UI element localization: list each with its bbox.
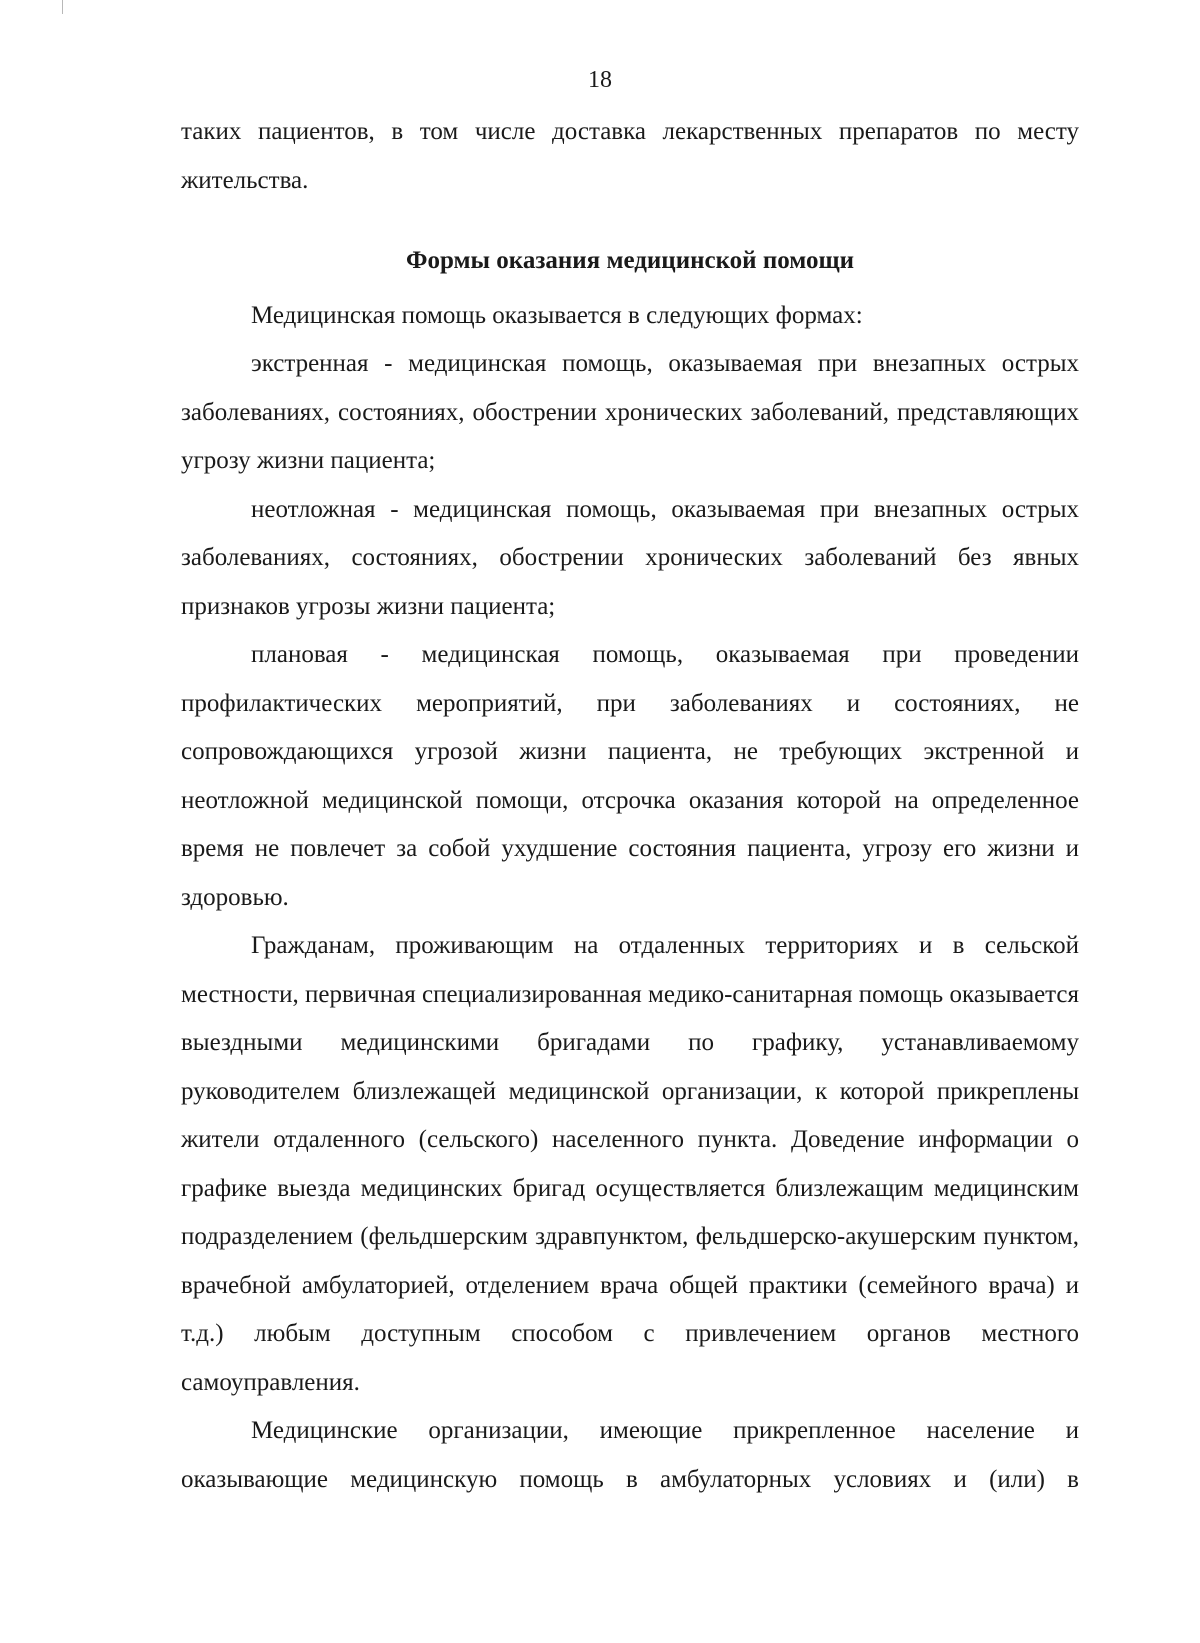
paragraph-emergency: экстренная - медицинская помощь, оказываемая при внезапных острых заболеваниях, состояниях, обострении хронических заболеваний, представляющих угрозу жизни пациента; bbox=[181, 350, 1079, 474]
scan-artifact-mark bbox=[62, 0, 63, 14]
paragraph-continued: таких пациентов, в том числе доставка лекарственных препаратов по месту жительства. bbox=[181, 118, 1079, 194]
paragraph-planned: плановая - медицинская помощь, оказываемая при проведении профилактических мероприятий, при заболеваниях и состояниях, не сопровождающихся угрозой жизни пациента, не требующих экстренной и неотложной медицинской помощи, отсрочка оказания которой на определенное время не повлечет за собой ухудшение состояния пациента, угрозу его жизни и здоровью. bbox=[181, 641, 1079, 911]
section-heading: Формы оказания медицинской помощи bbox=[406, 247, 854, 274]
document-body bbox=[181, 108, 1079, 1504]
paragraph-urgent: неотложная - медицинская помощь, оказываемая при внезапных острых заболеваниях, состояниях, обострении хронических заболеваний без явных признаков угрозы жизни пациента; bbox=[181, 495, 1079, 620]
paragraph-intro: Медицинская помощь оказывается в следующих формах: bbox=[251, 301, 863, 329]
paragraph-rural-care: Гражданам, проживающим на отдаленных территориях и в сельской местности, первичная специализированная медико-санитарная помощь оказывается выездными медицинскими бригадами по графику, устанавливаемому руководителем близлежащей медицинской организации, к которой прикреплены жители отдаленного (сельского) населенного пункта. Доведение информации о графике выезда медицинских бригад осуществляется близлежащим медицинским подразделением (фельдшерским здравпунктом, фельдшерско-акушерским пунктом, врачебной амбулаторией, отделением врача общей практики (семейного врача) и т.д.) любым доступным способом с привлечением органов местного самоуправления. bbox=[181, 932, 1079, 1396]
paragraph-organizations: Медицинские организации, имеющие прикрепленное население и оказывающие медицинскую помощь в амбулаторных условиях и (или) в bbox=[181, 1417, 1079, 1493]
page-number: 18 bbox=[588, 67, 612, 93]
